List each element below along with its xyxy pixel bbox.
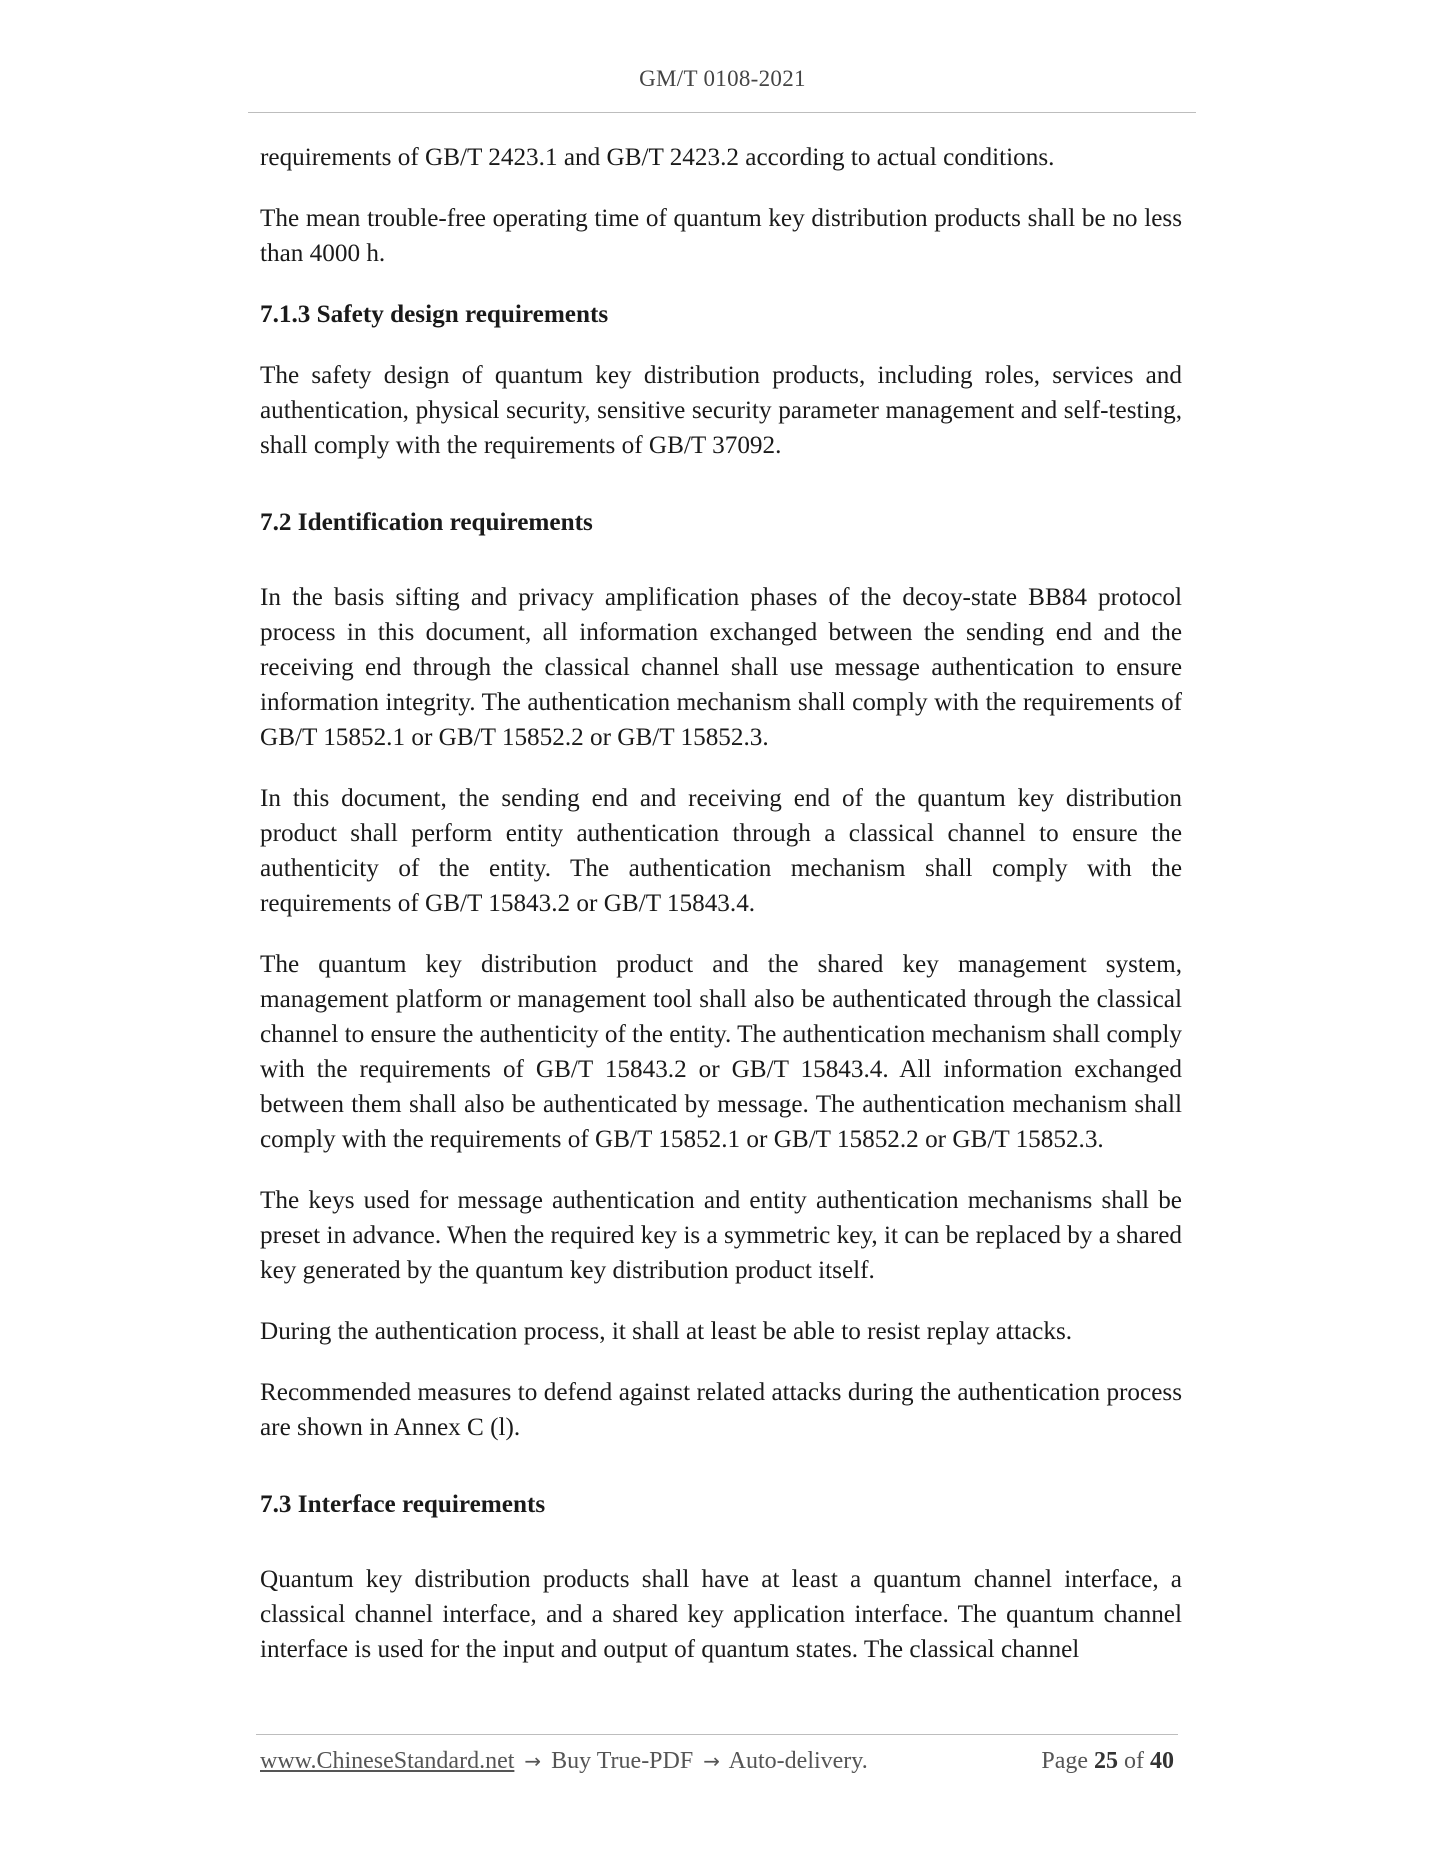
- page-current: 25: [1094, 1748, 1118, 1774]
- heading-7-1-3: 7.1.3 Safety design requirements: [260, 301, 609, 328]
- paragraph-basis-sifting: In the basis sifting and privacy amplification phases of the decoy-state BB84 protocol process in this document, all information exchanged between the sending end and the receiving end through the classical channel shall use message authentication to ensure information integrity. The authentication mechanism shall comply with the requirements of GB/T 15852.1 or GB/T 15852.2 or GB/T 15852.3.: [260, 584, 1182, 751]
- paragraph-mean-operating-time: The mean trouble-free operating time of quantum key distribution products shall be no less than 4000 h.: [260, 205, 1182, 267]
- paragraph-intro-continuation: requirements of GB/T 2423.1 and GB/T 2423.2 according to actual conditions.: [260, 144, 1055, 171]
- paragraph-preset-keys: The keys used for message authentication and entity authentication mechanisms shall be preset in advance. When the required key is a symmetric key, it can be replaced by a shared key generated by the quantum key distribution product itself.: [260, 1187, 1182, 1284]
- paragraph-safety-design: The safety design of quantum key distribution products, including roles, services and authentication, physical security, sensitive security parameter management and self-testing, shall comply with the requirements of GB/T 37092.: [260, 362, 1182, 459]
- footer-divider: [256, 1734, 1178, 1735]
- paragraph-key-management-authentication: The quantum key distribution product and the shared key management system, management platform or management tool shall also be authenticated through the classical channel to ensure the authenticity of the entity. The authentication mechanism shall comply with the requirements of GB/T 15843.2 or GB/T 15843.4. All information exchanged between them shall also be authenticated by message. The authentication mechanism shall comply with the requirements of GB/T 15852.1 or GB/T 15852.2 or GB/T 15852.3.: [260, 951, 1182, 1153]
- document-header-id: GM/T 0108-2021: [639, 66, 806, 91]
- page-indicator: [1041, 1748, 1174, 1775]
- paragraph-replay-attacks: During the authentication process, it shall at least be able to resist replay attacks.: [260, 1318, 1073, 1345]
- page-content: [260, 140, 1182, 1693]
- arrow-right-icon: →: [524, 1749, 542, 1773]
- auto-delivery-text: Auto-delivery.: [728, 1748, 868, 1774]
- page-total: 40: [1150, 1748, 1174, 1774]
- page-label: Page: [1041, 1748, 1088, 1774]
- arrow-right-icon: →: [703, 1749, 720, 1773]
- chinesestandard-link[interactable]: www.ChineseStandard.net: [260, 1748, 515, 1774]
- of-label: of: [1124, 1748, 1144, 1774]
- buy-true-pdf-text: Buy True-PDF: [551, 1748, 694, 1774]
- paragraph-entity-authentication: In this document, the sending end and receiving end of the quantum key distribution product shall perform entity authentication through a classical channel to ensure the authenticity of the entity. The authentication mechanism shall comply with the requirements of GB/T 15843.2 or GB/T 15843.4.: [260, 785, 1182, 917]
- heading-7-2: 7.2 Identification requirements: [260, 509, 593, 536]
- heading-7-3: 7.3 Interface requirements: [260, 1491, 546, 1518]
- footer-promo: [260, 1748, 868, 1775]
- header-divider: [248, 112, 1196, 113]
- paragraph-interface-requirements: Quantum key distribution products shall have at least a quantum channel interface, a classical channel interface, and a shared key application interface. The quantum channel interface is used for the input and output of quantum states. The classical channel: [260, 1566, 1182, 1663]
- paragraph-recommended-measures: Recommended measures to defend against related attacks during the authentication process are shown in Annex C (l).: [260, 1379, 1182, 1441]
